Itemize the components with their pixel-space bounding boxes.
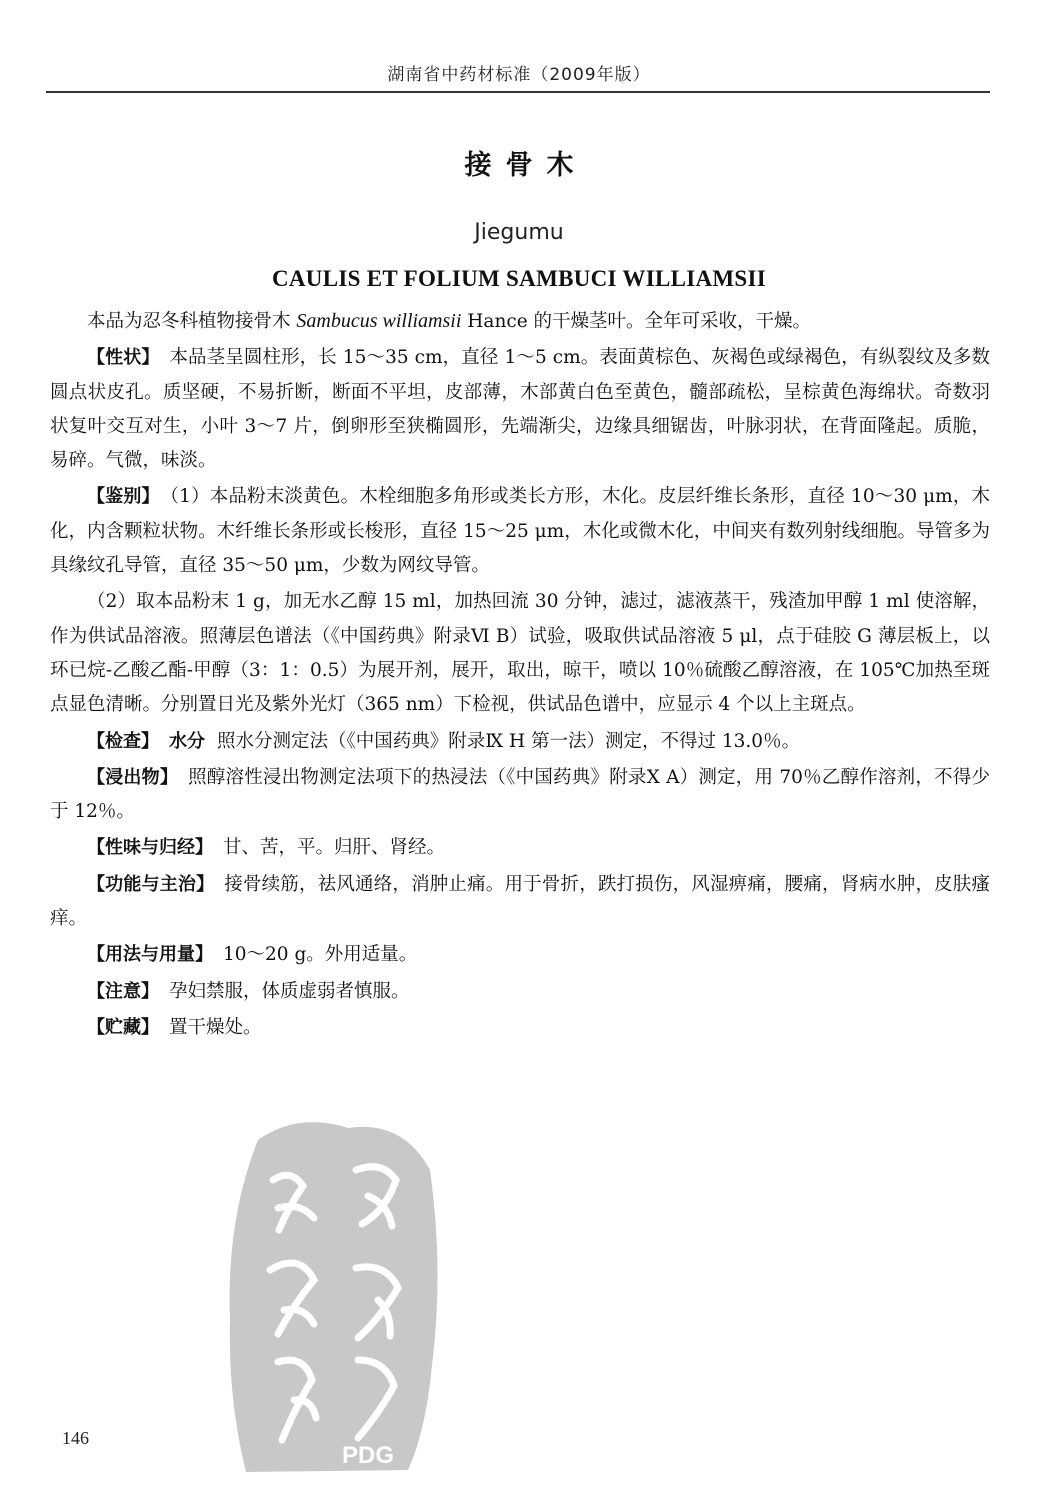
section-tag: 【功能与主治】 <box>87 873 215 895</box>
monograph-body <box>50 304 990 1047</box>
section-xingzhuang <box>50 341 990 478</box>
section-xingwei <box>50 831 990 865</box>
header-rule <box>46 91 990 93</box>
section-yongfa <box>50 938 990 972</box>
monograph-title-latin: CAULIS ET FOLIUM SAMBUCI WILLIAMSII <box>271 266 767 291</box>
section-zhucang <box>50 1011 990 1045</box>
section-zhuyi <box>50 975 990 1009</box>
section-text: 置干燥处。 <box>169 1016 262 1038</box>
section-text: 10～20 g。外用适量。 <box>223 944 418 966</box>
section-jianbie-2 <box>50 585 990 722</box>
watermark-pdg-label: PDG <box>341 1442 395 1469</box>
section-text: （2）取本品粉末 1 g，加无水乙醇 15 ml，加热回流 30 分钟，滤过，滤液蒸干，残渣加甲醇 1 ml 使溶解，作为供试品溶液。照薄层色谱法（《中国药典》附录Ⅵ B）试验，吸取供试品溶液 5 μl，点于硅胶 G 薄层板上，以环已烷-乙酸乙酯-甲醇（3：1：0.5）为展开剂，展开，取出，晾干，喷以 10％硫酸乙醇溶液，在 105℃加热至斑点显色清晰。分别置日光及紫外光灯（365 nm）下检视，供试品色谱中，应显示 4 个以上主斑点。 <box>50 591 990 716</box>
section-jianbie <box>50 480 990 583</box>
section-tag: 【浸出物】 <box>87 766 179 788</box>
intro-text-before: 本品为忍冬科植物接骨木 <box>87 311 297 332</box>
seal-shape <box>230 1122 438 1472</box>
section-tag: 【用法与用量】 <box>87 944 213 966</box>
section-text: 照醇溶性浸出物测定法项下的热浸法（《中国药典》附录Ⅹ A）测定，用 70％乙醇作溶剂，不得少于 12％。 <box>50 766 990 823</box>
section-text: 照水分测定法（《中国药典》附录Ⅸ H 第一法）测定，不得过 13.0％。 <box>217 730 801 752</box>
monograph-title-pinyin: Jiegumu <box>474 220 564 245</box>
section-tag: 【注意】 <box>87 980 159 1002</box>
running-header: 湖南省中药材标准（2009年版） <box>387 65 651 85</box>
section-jiancha <box>50 725 990 759</box>
intro-text-after: Hance 的干燥茎叶。全年可采收，干燥。 <box>461 311 812 332</box>
section-text: 本品茎呈圆柱形，长 15～35 cm，直径 1～5 cm。表面黄棕色、灰褐色或绿褐色，有纵裂纹及多数圆点状皮孔。质坚硬，不易折断，断面不平坦，皮部薄，木部黄白色至黄色，髓部疏松，呈棕黄色海绵状。奇数羽状复叶交互对生，小叶 3～7 片，倒卵形至狭椭圆形，先端渐尖，边缘具细锯齿，叶脉羽状，在背面隆起。质脆，易碎。气微，味淡。 <box>50 347 990 472</box>
section-text: 甘、苦，平。归肝、肾经。 <box>223 837 446 859</box>
watermark-seal <box>218 1100 448 1480</box>
section-text: （1）本品粉末淡黄色。木栓细胞多角形或类长方形，木化。皮层纤维长条形，直径 10～30 μm，木化，内含颗粒状物。木纤维长条形或长梭形，直径 15～25 μm，木化或微木化，中间夹有数列射线细胞。导管多为具缘纹孔导管，直径 35～50 μm，少数为网纹导管。 <box>50 486 990 577</box>
section-text: 接骨续筋，祛风通络，消肿止痛。用于骨折，跌打损伤，风湿痹痛，腰痛，肾病水肿，皮肤瘙痒。 <box>50 873 990 930</box>
monograph-title-chinese: 接骨木 <box>464 150 588 181</box>
page-number: 146 <box>62 1428 89 1448</box>
section-jinchuwu <box>50 761 990 830</box>
section-tag: 【性味与归经】 <box>87 837 213 859</box>
section-tag: 【鉴别】 <box>87 486 160 508</box>
section-tag: 【性状】 <box>87 347 160 369</box>
section-text: 孕妇禁服，体质虚弱者慎服。 <box>169 980 410 1002</box>
section-tag: 【贮藏】 <box>87 1016 159 1038</box>
intro-paragraph <box>50 304 990 339</box>
section-subtag: 水分 <box>169 730 205 752</box>
section-gongneng <box>50 868 990 937</box>
species-name: Sambucus williamsii <box>296 310 462 332</box>
section-tag: 【检查】 <box>87 730 159 752</box>
